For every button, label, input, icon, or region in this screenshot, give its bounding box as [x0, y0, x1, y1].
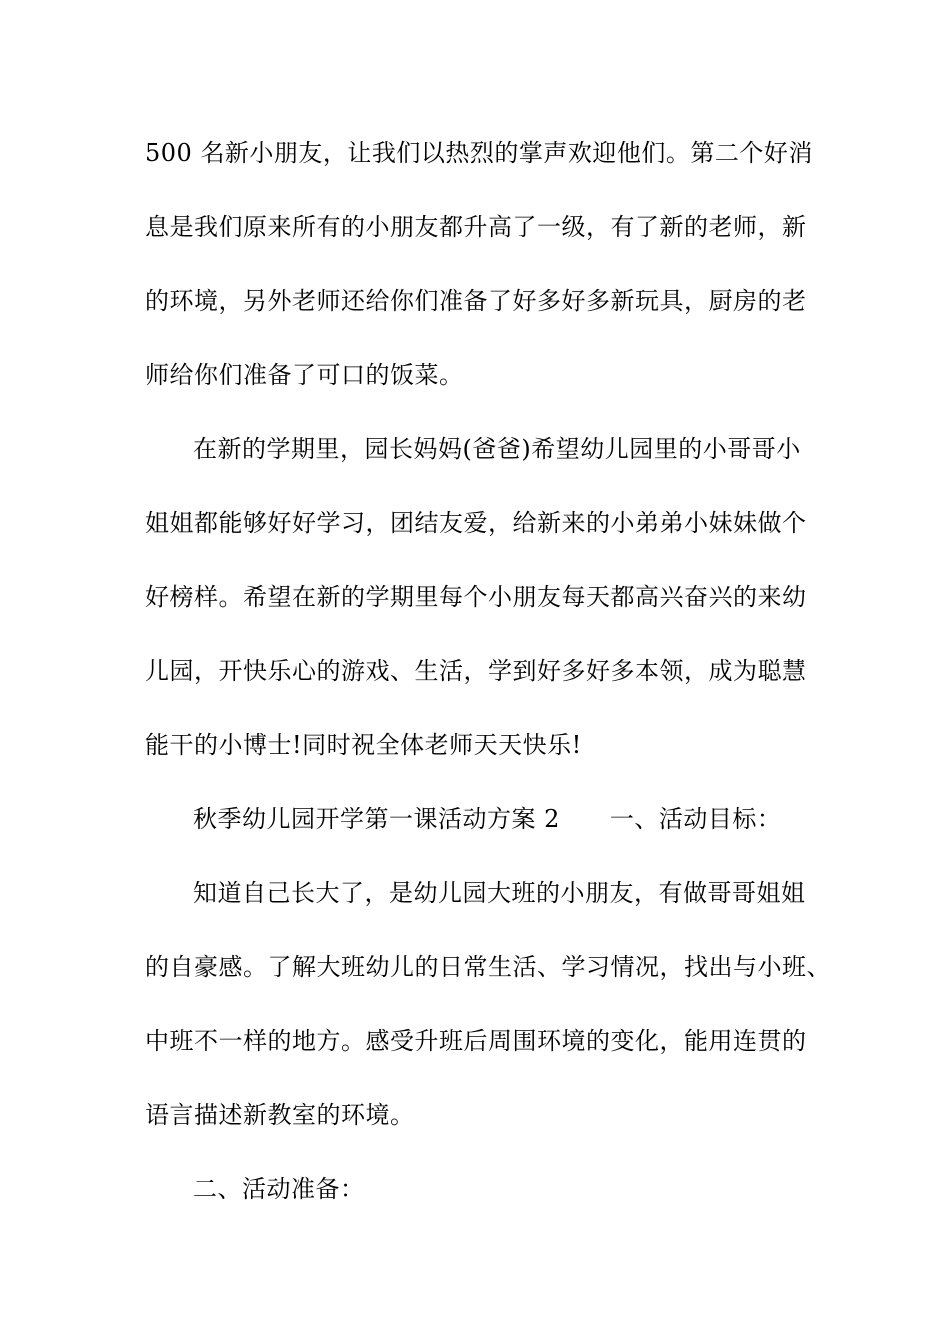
paragraph-line: 500 名新小朋友，让我们以热烈的掌声欢迎他们。第二个好消: [145, 139, 813, 167]
section-heading-line: [193, 799, 781, 839]
plan-title: 秋季幼儿园开学第一课活动方案 2: [193, 805, 560, 833]
paragraph-line: 师给你们准备了可口的饭菜。: [145, 361, 464, 389]
activity-prep-heading: 二、活动准备：: [193, 1175, 365, 1203]
paragraph-line: 的环境，另外老师还给你们准备了好多好多新玩具，厨房的老: [145, 287, 807, 315]
paragraph-line: 在新的学期里，园长妈妈(爸爸)希望幼儿园里的小哥哥小: [193, 435, 801, 463]
paragraph-line: 息是我们原来所有的小朋友都升高了一级，有了新的老师，新: [145, 213, 807, 241]
paragraph-line: 语言描述新教室的环境。: [145, 1101, 415, 1129]
paragraph-line: 能干的小博士!同时祝全体老师天天快乐!: [145, 731, 582, 759]
paragraph-line: 好榜样。希望在新的学期里每个小朋友每天都高兴奋兴的来幼: [145, 583, 807, 611]
paragraph-line: 姐姐都能够好好学习，团结友爱，给新来的小弟弟小妹妹做个: [145, 509, 807, 537]
paragraph-line: 知道自己长大了，是幼儿园大班的小朋友，有做哥哥姐姐: [193, 879, 806, 907]
paragraph-line: 儿园，开快乐心的游戏、生活，学到好多好多本领，成为聪慧: [145, 657, 807, 685]
paragraph-line: 中班不一样的地方。感受升班后周围环境的变化，能用连贯的: [145, 1027, 807, 1055]
paragraph-line: 的自豪感。了解大班幼儿的日常生活、学习情况，找出与小班、: [145, 953, 831, 981]
activity-goal-heading: 一、活动目标：: [609, 805, 782, 833]
